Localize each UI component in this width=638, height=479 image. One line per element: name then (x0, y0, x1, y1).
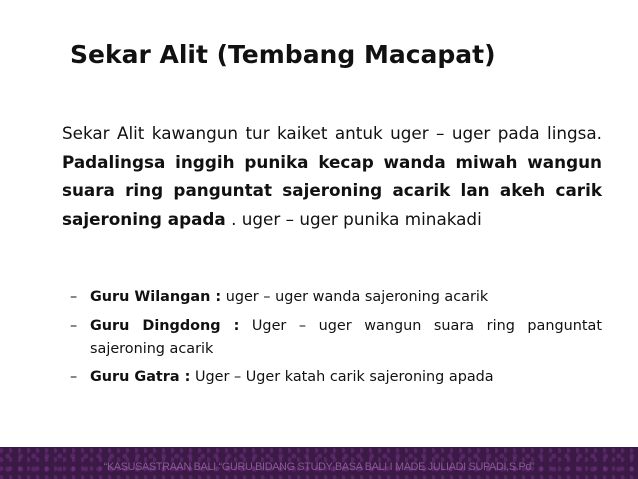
bullet-dash: – (70, 369, 78, 386)
paragraph-intro: Sekar Alit kawangun tur kaiket antuk uger – uger pada lingsa. (62, 123, 602, 143)
bullet-desc: Uger – Uger katah carik sajeroning apada (190, 369, 494, 386)
bullet-desc: Uger – uger wangun suara ring panguntat sajeroning acarik (90, 317, 602, 357)
bullet-desc: uger – uger wanda sajeroning acarik (221, 289, 489, 305)
bullet-term: Guru Wilangan : (90, 289, 222, 305)
bullet-term: Guru Dingdong : (90, 317, 240, 334)
bullet-list (70, 286, 602, 395)
padalingsa-definition: Padalingsa inggih punika kecap wanda miwah wangun suara ring panguntat sajeroning acarik lan akeh carik sajeroning apada (62, 151, 602, 229)
bullet-guru-wilangan (70, 286, 602, 309)
footer-band (0, 447, 638, 479)
bullet-guru-gatra (70, 366, 602, 389)
slide-title: Sekar Alit (Tembang Macapat) (70, 40, 496, 69)
bullet-term: Guru Gatra : (90, 369, 191, 386)
bullet-dash: – (70, 289, 78, 305)
intro-paragraph (62, 119, 602, 233)
bullet-dash: – (70, 317, 78, 334)
paragraph-tail: . uger – uger punika minakadi (225, 208, 482, 229)
bullet-guru-dingdong (70, 315, 602, 361)
footer-text: “KASUSASTRAAN BALI “GURU BIDANG STUDY BASA BALI I MADE JULIADI SUPADI,S.Pd” (103, 461, 535, 473)
